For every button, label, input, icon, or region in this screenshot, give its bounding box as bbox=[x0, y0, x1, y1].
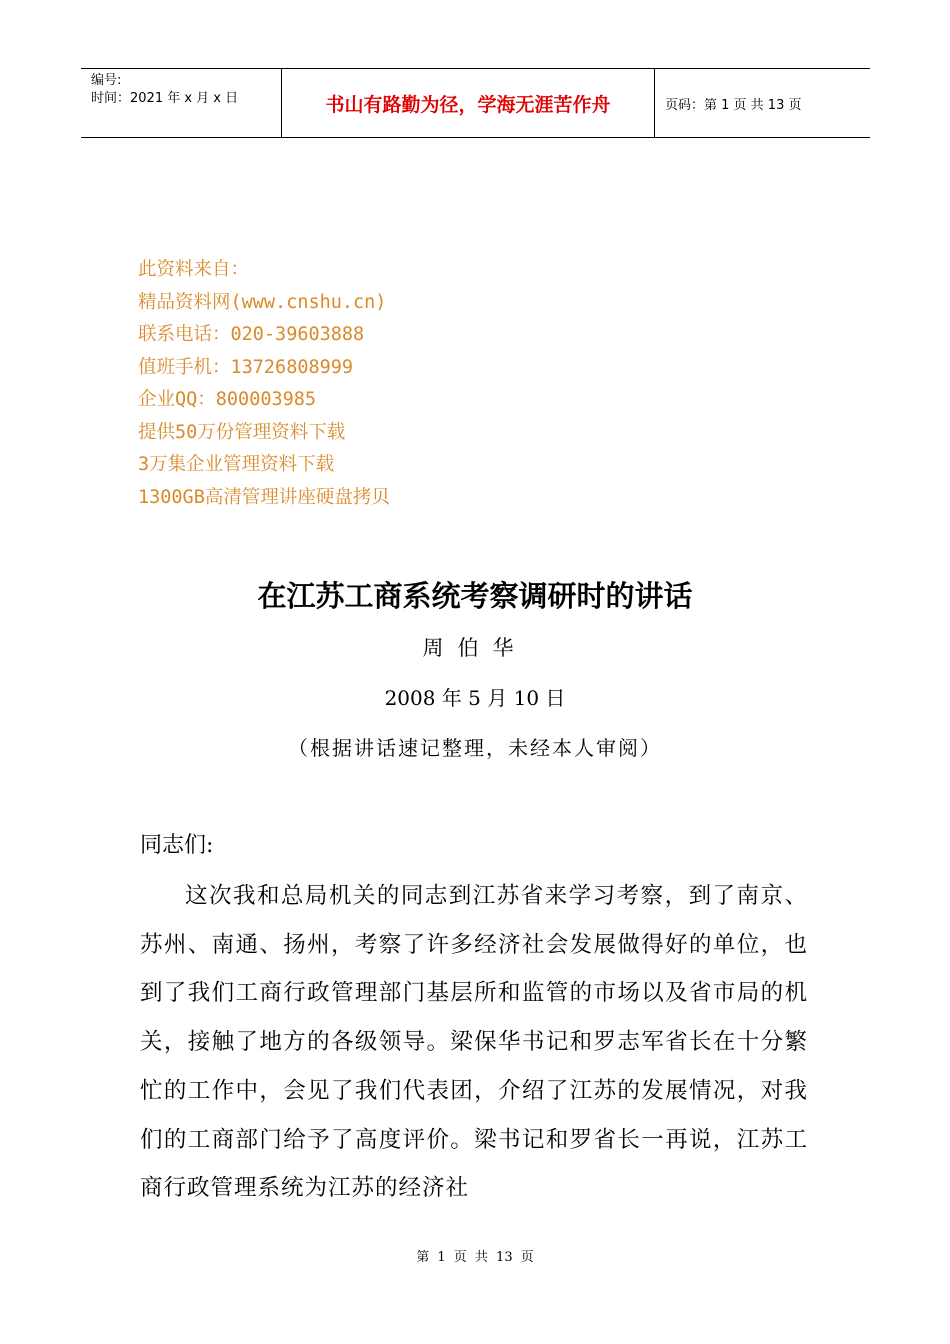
promo-line: 精品资料网(www.cnshu.cn) bbox=[138, 291, 387, 313]
promo-line: 1300GB高清管理讲座硬盘拷贝 bbox=[138, 486, 390, 508]
document-note: （根据讲话速记整理，未经本人审阅） bbox=[288, 736, 662, 760]
promo-line: 值班手机：13726808999 bbox=[138, 356, 354, 378]
promo-line: 提供50万份管理资料下载 bbox=[138, 421, 346, 443]
document-date: 2008 年 5 月 10 日 bbox=[384, 686, 566, 710]
document-time-label: 时间：2021 年 x 月 x 日 bbox=[91, 91, 239, 106]
promo-line: 企业QQ：800003985 bbox=[138, 389, 317, 410]
header-motto: 书山有路勤为径，学海无涯苦作舟 bbox=[282, 69, 655, 137]
document-number-label: 编号: bbox=[91, 73, 122, 88]
speech-greeting: 同志们: bbox=[140, 833, 214, 858]
page-header bbox=[81, 68, 870, 138]
header-page-info: 页码：第 1 页 共 13 页 bbox=[665, 97, 802, 113]
document-author: 周伯华 bbox=[422, 636, 528, 660]
promo-line: 3万集企业管理资料下载 bbox=[138, 454, 335, 475]
document-title: 在江苏工商系统考察调研时的讲话 bbox=[257, 579, 693, 613]
page-footer: 第 1 页 共 13 页 bbox=[416, 1250, 534, 1265]
promo-line: 此资料来自： bbox=[138, 259, 250, 280]
promo-block bbox=[138, 254, 390, 514]
speech-paragraph: 这次我和总局机关的同志到江苏省来学习考察，到了南京、苏州、南通、扬州，考察了许多经济社会发展做得好的单位，也到了我们工商行政管理部门基层所和监管的市场以及省市局的机关，接触了地方的各级领导。梁保华书记和罗志军省长在十分繁忙的工作中，会见了我们代表团，介绍了江苏的发展情况，对我们的工商部门给予了高度评价。梁书记和罗省长一再说，江苏工商行政管理系统为江苏的经济社 bbox=[140, 883, 808, 1202]
header-meta bbox=[81, 69, 282, 137]
promo-line: 联系电话：020-39603888 bbox=[138, 324, 365, 345]
